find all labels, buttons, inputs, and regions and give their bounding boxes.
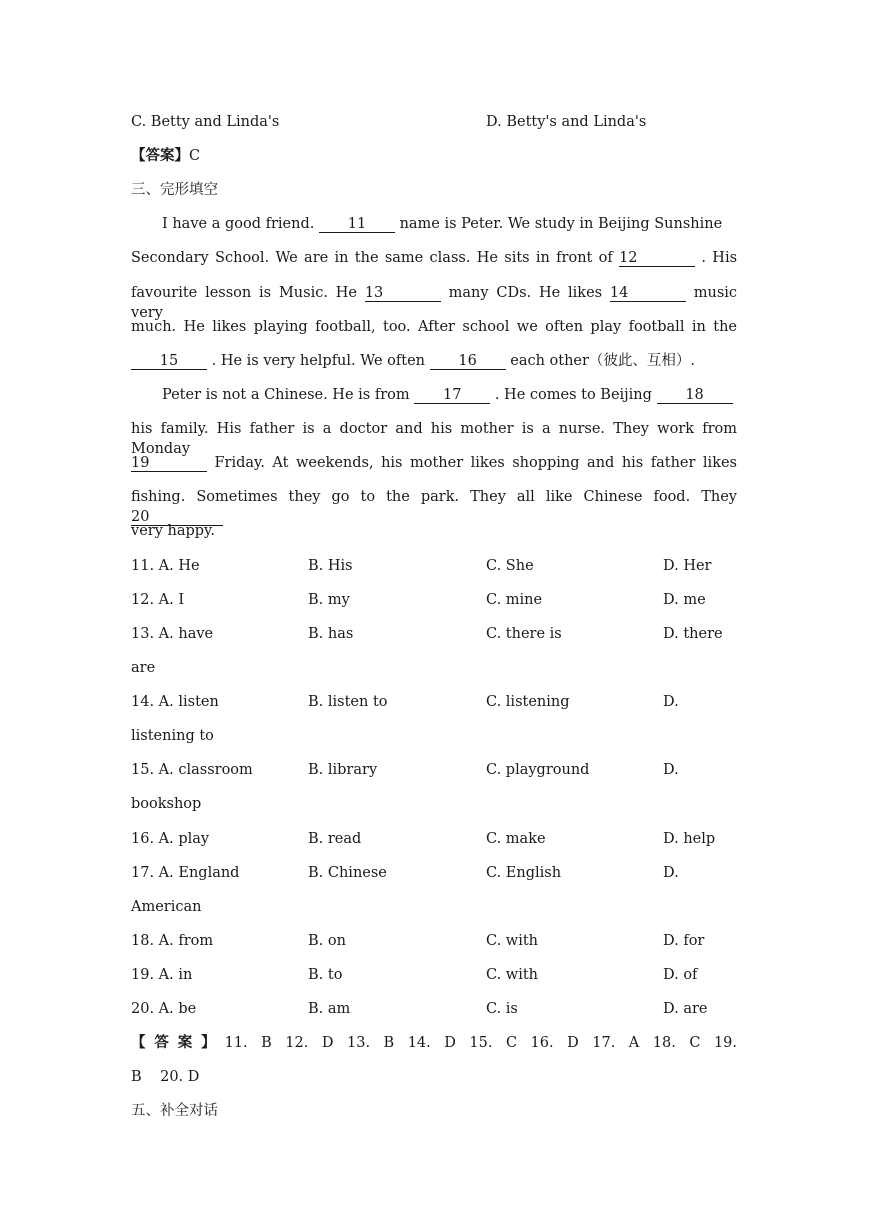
option-c: C. mine [486,592,543,608]
option-b: B. to [308,967,343,983]
section-heading: 五、补全对话 [131,1103,218,1119]
option-d: D. for [663,933,705,949]
option-a: 13. A. have [131,626,214,642]
option-c: C. Betty and Linda's [131,114,280,130]
option-d-wrap: listening to [131,728,214,744]
option-b: B. His [308,558,353,574]
answer-value: 11. B 12. D 13. B 14. D 15. C 16. D 17. A 18. C 19. [224,1035,737,1051]
option-a: 11. A. He [131,558,200,574]
option-d-wrap: are [131,660,156,676]
passage-line [131,487,737,527]
blank: 16 [430,353,506,370]
option-d: D. of [663,967,698,983]
option-c: C. She [486,558,534,574]
option-c: C. is [486,1001,518,1017]
section-heading: 三、完形填空 [131,182,218,198]
blank: 13 [365,285,441,302]
option-c: C. make [486,831,546,847]
option-d: D. help [663,831,716,847]
option-b: B. am [308,1001,351,1017]
answer-line [131,1033,737,1053]
passage-text: . He is very helpful. We often [211,353,426,369]
option-d: D. Her [663,558,712,574]
passage-text: I have a good friend. [162,216,315,232]
passage-text: favourite lesson is Music. He [131,285,357,301]
option-a: 14. A. listen [131,694,219,710]
passage-text: . His [701,250,738,266]
answer-line [131,146,200,166]
passage-text: name is Peter. We study in Beijing Sunshine [399,216,723,232]
option-b: B. Chinese [308,865,387,881]
passage-line [131,248,737,268]
passage-line [162,385,733,405]
option-b: B. has [308,626,354,642]
blank: 18 [657,387,733,404]
option-d: D. [663,694,679,710]
option-d: D. Betty's and Linda's [486,114,647,130]
option-b: B. library [308,762,378,778]
option-a: 16. A. play [131,831,210,847]
passage-line: his family. His father is a doctor and his mother is a nurse. They work from Monday [131,421,737,457]
option-c: C. playground [486,762,590,778]
option-a: 18. A. from [131,933,214,949]
answer-line-continued: B 20. D [131,1069,200,1085]
blank: 12 [619,250,695,267]
option-d-wrap: bookshop [131,796,202,812]
answer-label: 【答案】 [131,147,189,164]
option-b: B. read [308,831,362,847]
option-d: D. me [663,592,706,608]
option-d: D. there [663,626,723,642]
option-b: B. my [308,592,350,608]
blank: 11 [319,216,395,233]
option-d: D. [663,865,679,881]
option-a: 17. A. England [131,865,240,881]
passage-line: much. He likes playing football, too. After school we often play football in the [131,319,737,335]
passage-line [131,453,737,473]
blank: 15 [131,353,207,370]
passage-line: very happy. [131,523,215,539]
option-b: B. on [308,933,346,949]
option-c: C. listening [486,694,570,710]
passage-text: each other（彼此、互相）. [510,353,696,369]
passage-line [162,214,737,234]
blank: 14 [610,285,686,302]
passage-text: many CDs. He likes [448,285,603,301]
blank: 17 [414,387,490,404]
passage-line [131,351,695,371]
option-c: C. with [486,967,539,983]
passage-text: music very [131,285,738,321]
option-c: C. English [486,865,562,881]
passage-text: Friday. At weekends, his mother likes shopping and his father likes [214,455,738,471]
blank: 20 [131,509,223,526]
answer-value: C [189,148,201,164]
option-a: 19. A. in [131,967,193,983]
option-a: 15. A. classroom [131,762,253,778]
passage-text: Secondary School. We are in the same class. He sits in front of [131,250,613,266]
passage-text: fishing. Sometimes they go to the park. They all like Chinese food. They [131,489,737,505]
option-c: C. with [486,933,539,949]
answer-label: 【答案】 [131,1034,225,1051]
option-d: D. [663,762,679,778]
option-c: C. there is [486,626,562,642]
option-b: B. listen to [308,694,388,710]
passage-text: . He comes to Beijing [494,387,652,403]
option-a: 12. A. I [131,592,185,608]
option-a: 20. A. be [131,1001,197,1017]
blank: 19 [131,455,207,472]
option-d: D. are [663,1001,708,1017]
option-d-wrap: American [131,899,202,915]
passage-text: Peter is not a Chinese. He is from [162,387,410,403]
